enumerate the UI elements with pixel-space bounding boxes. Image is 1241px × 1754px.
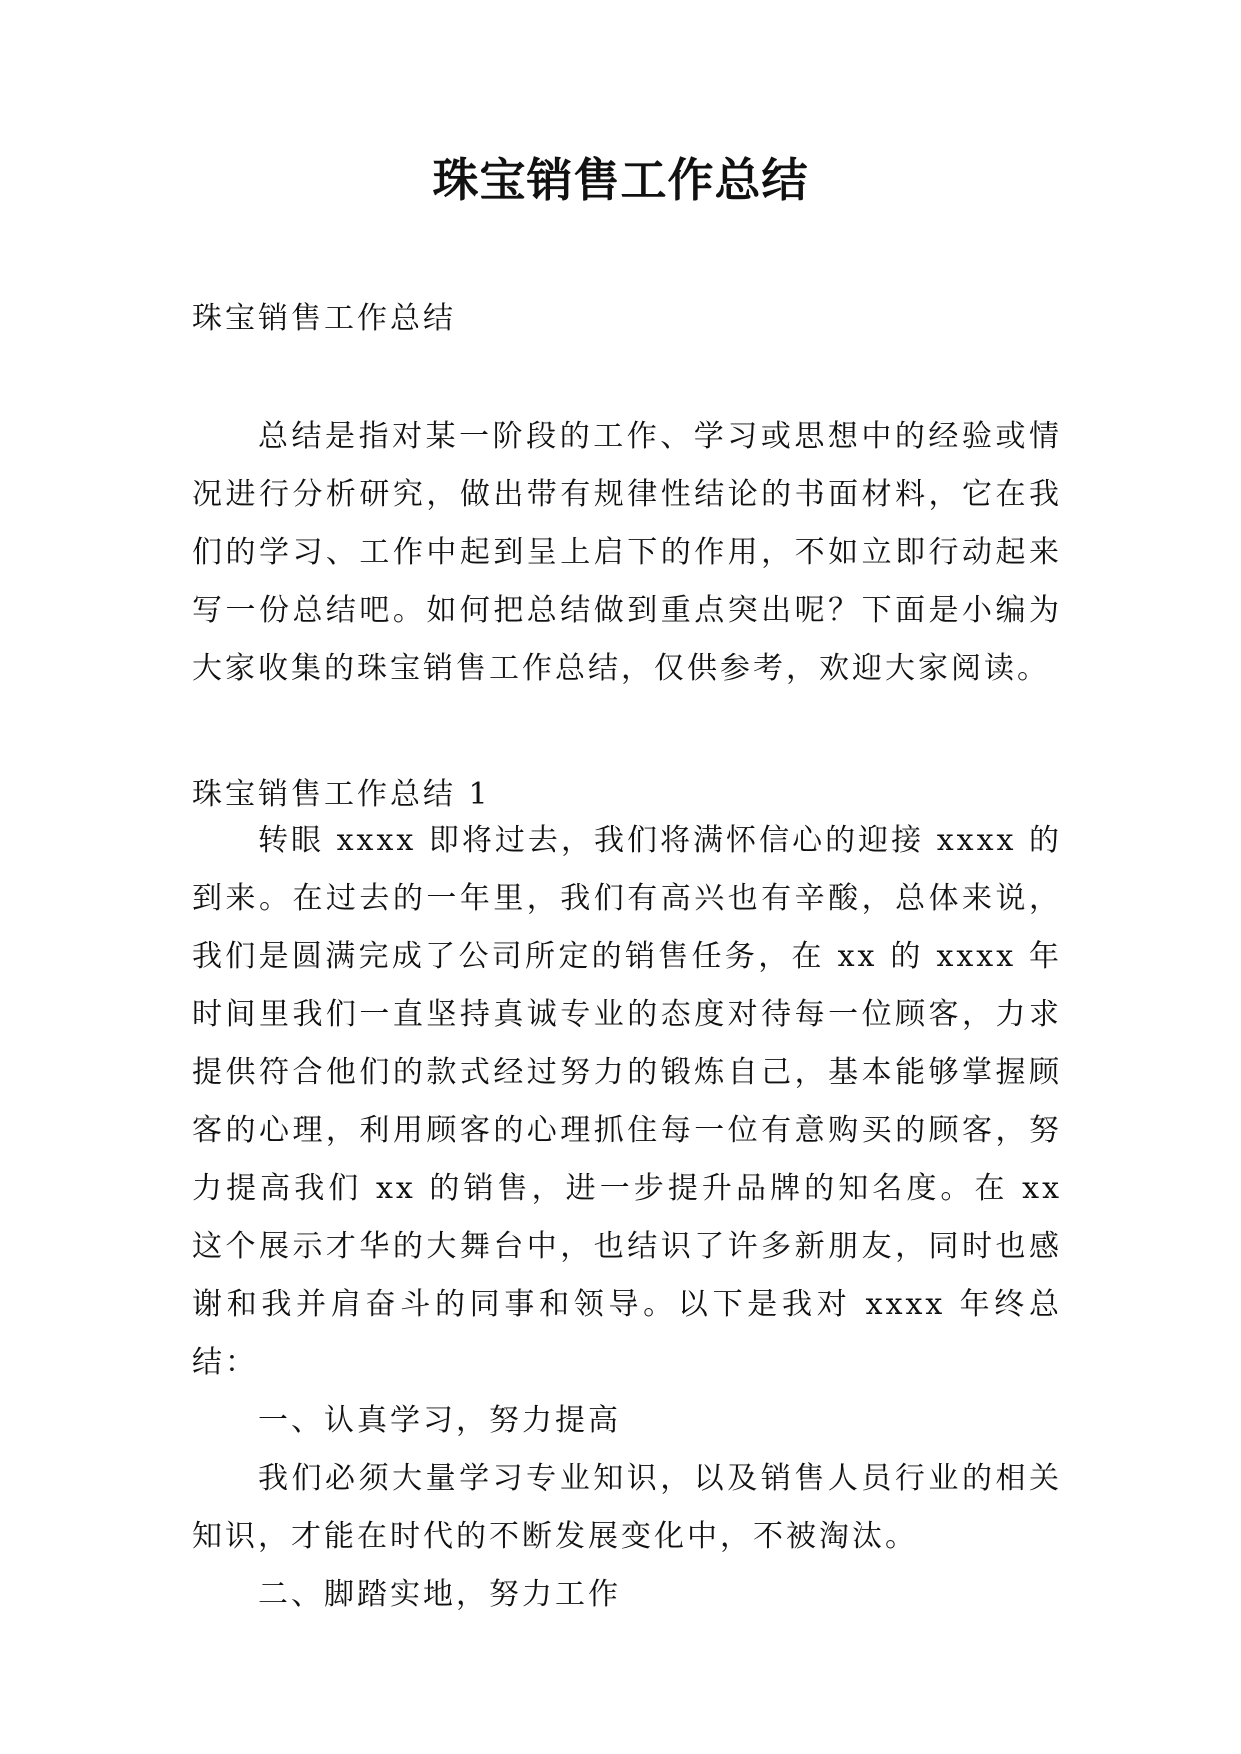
- subheading-study: 一、认真学习，努力提高: [258, 1403, 621, 1438]
- subheading-work: 二、脚踏实地，努力工作: [258, 1577, 621, 1612]
- paragraph-study: 我们必须大量学习专业知识，以及销售人员行业的相关知识，才能在时代的不断发展变化中，不被淘汰。: [192, 1461, 1062, 1554]
- paragraph-summary: 转眼 xxxx 即将过去，我们将满怀信心的迎接 xxxx 的到来。在过去的一年里，我们有高兴也有辛酸，总体来说，我们是圆满完成了公司所定的销售任务，在 xx 的 xxxx 年时间里我们一直坚持真诚专业的态度对待每一位顾客，力求提供符合他们的款式经过努力的锻炼自己，基本能够掌握顾客的心理，利用顾客的心理抓住每一位有意购买的顾客，努力提高我们 xx 的销售，进一步提升品牌的知名度。在 xx 这个展示才华的大舞台中，也结识了许多新朋友，同时也感谢和我并肩奋斗的同事和领导。以下是我对 xxxx 年终总结：: [192, 823, 1062, 1380]
- document-title: 珠宝销售工作总结: [432, 153, 809, 207]
- section-heading: 珠宝销售工作总结 1: [192, 777, 491, 812]
- intro-paragraph: 总结是指对某一阶段的工作、学习或思想中的经验或情况进行分析研究，做出带有规律性结论的书面材料，它在我们的学习、工作中起到呈上启下的作用，不如立即行动起来写一份总结吧。如何把总结做到重点突出呢？下面是小编为大家收集的珠宝销售工作总结，仅供参考，欢迎大家阅读。: [192, 419, 1062, 686]
- document-subtitle: 珠宝销售工作总结: [192, 301, 456, 336]
- section-body: [192, 812, 1062, 1624]
